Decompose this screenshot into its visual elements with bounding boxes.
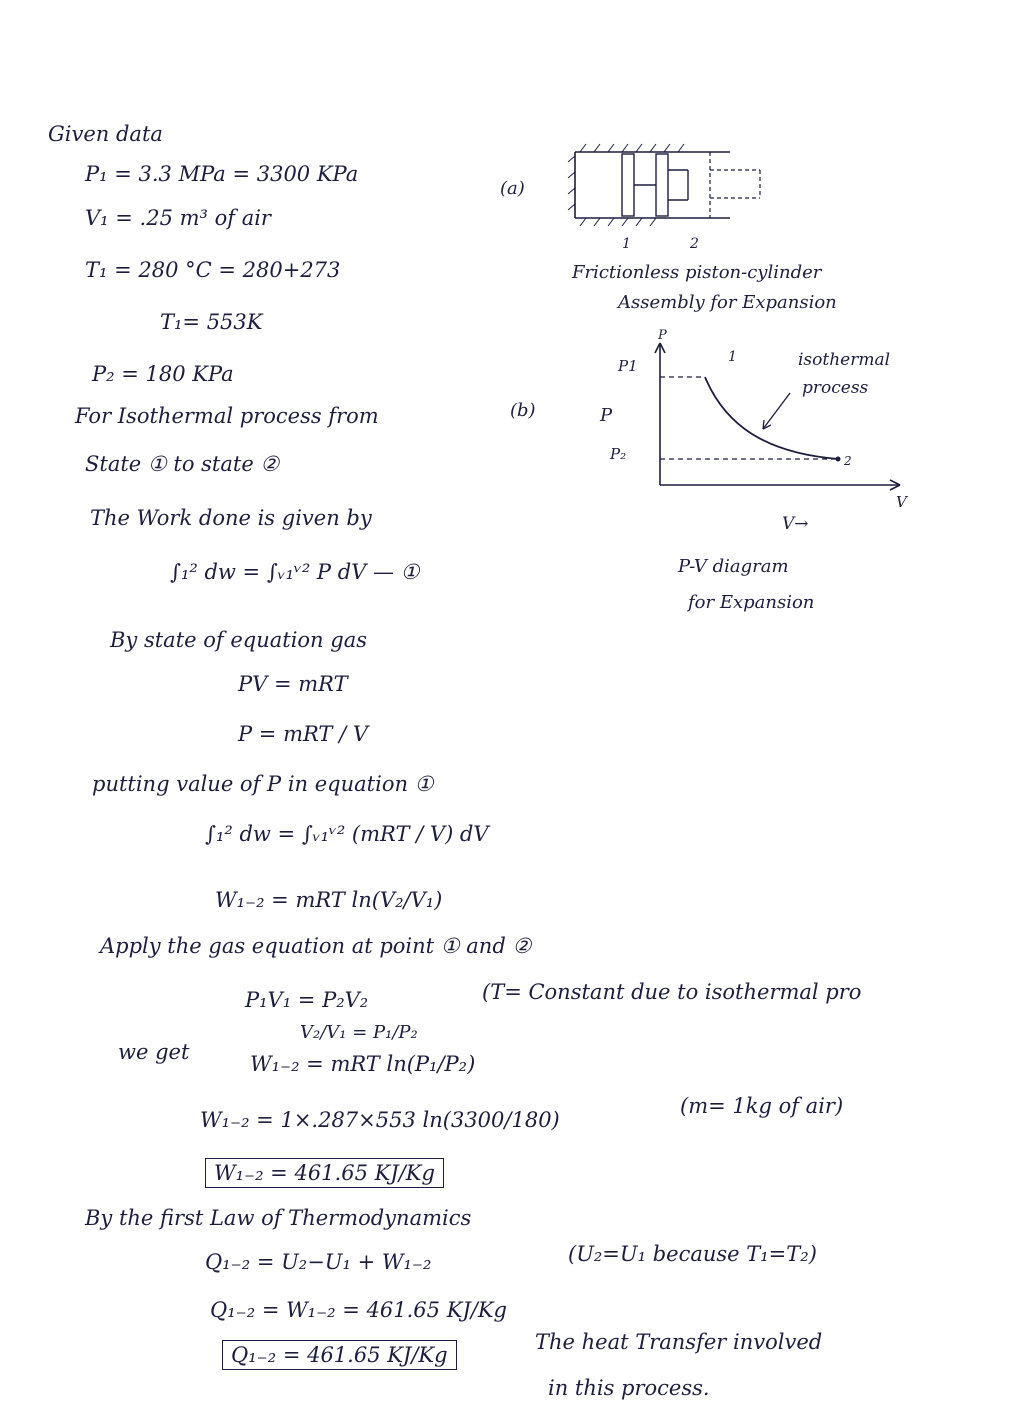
apply-line: Apply the gas equation at point ① and ②	[100, 934, 532, 958]
we-get-label: we get	[118, 1040, 190, 1064]
pv-diagram	[580, 325, 920, 535]
first-law-equation: Q₁₋₂ = U₂−U₁ + W₁₋₂	[205, 1250, 432, 1274]
figure-b-caption-1: P-V diagram	[678, 556, 789, 577]
figure-a-caption-1: Frictionless piston-cylinder	[572, 262, 822, 283]
v-arrow-label: V→	[782, 514, 809, 534]
internal-energy-note: (U₂=U₁ because T₁=T₂)	[568, 1242, 817, 1266]
figure-a-point-1: 1	[622, 236, 631, 252]
heat-transfer-note-2: in this process.	[548, 1376, 710, 1400]
figure-b-label: (b)	[510, 400, 536, 421]
isothermal-label: isothermal	[798, 350, 891, 370]
first-law-line: By the first Law of Thermodynamics	[85, 1206, 472, 1230]
p-equation: P = mRT / V	[238, 722, 369, 746]
p1-line: P₁ = 3.3 MPa = 3300 KPa	[85, 162, 359, 186]
equation-2: ∫₁² dw = ∫ᵥ₁ᵛ² (mRT / V) dV	[205, 822, 489, 846]
heat-equals-work: Q₁₋₂ = W₁₋₂ = 461.65 KJ/Kg	[210, 1298, 508, 1322]
p-axis-label: P	[658, 328, 667, 343]
equation-1: ∫₁² dw = ∫ᵥ₁ᵛ² P dV — ①	[170, 560, 420, 584]
t-constant-note: (T= Constant due to isothermal pro	[482, 980, 862, 1004]
piston-cylinder-sketch	[560, 140, 800, 260]
isothermal-line-2: State ① to state ②	[85, 452, 280, 476]
work-result-box: W₁₋₂ = 461.65 KJ/Kg	[205, 1158, 444, 1188]
heat-transfer-note-1: The heat Transfer involved	[535, 1330, 823, 1354]
state-equation-line: By state of equation gas	[110, 628, 367, 652]
work-substitution: W₁₋₂ = 1×.287×553 ln(3300/180)	[200, 1108, 560, 1132]
v-axis-label: V	[896, 493, 907, 511]
work-intro: The Work done is given by	[90, 506, 372, 530]
point-1-label: 1	[728, 349, 737, 365]
t1k-line: T₁= 553K	[160, 310, 263, 334]
p2-line: P₂ = 180 KPa	[92, 362, 234, 386]
process-label: process	[802, 378, 869, 398]
figure-b-caption-2: for Expansion	[688, 592, 815, 613]
v1-line: V₁ = .25 m³ of air	[85, 206, 271, 230]
t1-line: T₁ = 280 °C = 280+273	[85, 258, 341, 282]
putting-line: putting value of P in equation ①	[92, 772, 434, 796]
point-2-label: 2	[844, 454, 852, 468]
figure-a-label: (a)	[500, 178, 525, 199]
given-heading: Given data	[48, 122, 163, 146]
volume-ratio: V₂/V₁ = P₁/P₂	[300, 1022, 418, 1043]
p1-label: P1	[618, 357, 638, 375]
pv-equation: PV = mRT	[238, 672, 348, 696]
work-formula-pressure: W₁₋₂ = mRT ln(P₁/P₂)	[250, 1052, 476, 1076]
work-formula: W₁₋₂ = mRT ln(V₂/V₁)	[215, 888, 443, 912]
p-arrow-label: P	[600, 405, 613, 426]
p1v1-equation: P₁V₁ = P₂V₂	[245, 988, 369, 1012]
p2-label: P₂	[610, 445, 627, 463]
mass-note: (m= 1kg of air)	[680, 1094, 844, 1118]
isothermal-line-1: For Isothermal process from	[75, 404, 379, 428]
heat-result-box: Q₁₋₂ = 461.65 KJ/Kg	[222, 1340, 457, 1370]
figure-a-caption-2: Assembly for Expansion	[618, 292, 837, 313]
figure-a-point-2: 2	[690, 236, 699, 252]
